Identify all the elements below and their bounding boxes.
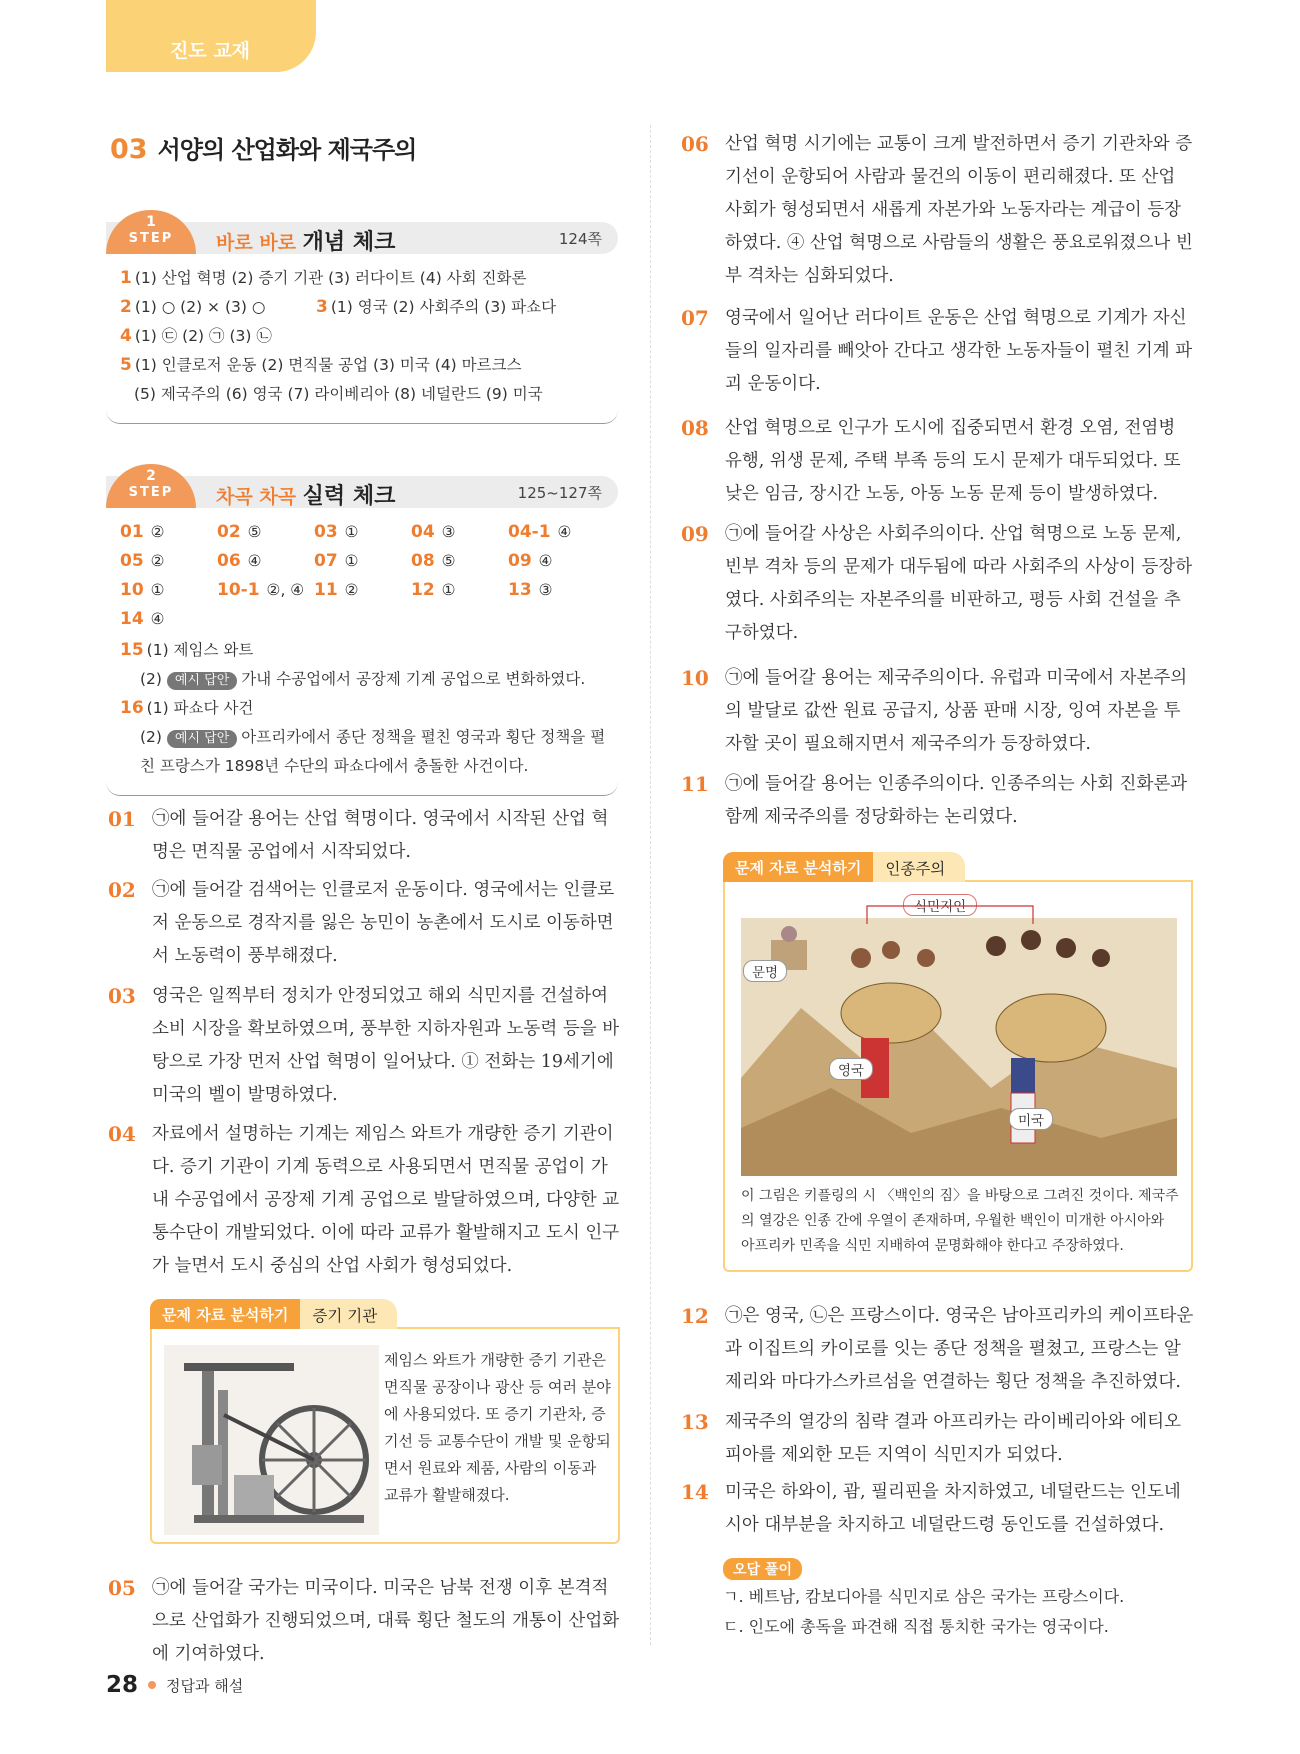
answer-05 xyxy=(108,1572,620,1671)
step2-answer-value: ② xyxy=(150,523,165,541)
step2-answer-value: ③ xyxy=(538,581,553,599)
step2-answer-cell xyxy=(508,547,605,576)
steam-engine-illustration xyxy=(164,1345,379,1535)
step2-answer-no: 14 xyxy=(120,609,144,629)
answer-number: 01 xyxy=(108,807,136,831)
step1-title xyxy=(216,225,395,256)
answer-text: ㉠에 들어갈 용어는 인종주의이다. 인종주의는 사회 진화론과 함께 제국주의를 정당화하는 논리였다. xyxy=(725,774,1188,827)
q15-part2: 가내 수공업에서 공장제 기계 공업으로 변화하였다. xyxy=(241,670,586,688)
step1-title-bold: 개념 체크 xyxy=(302,230,396,255)
step2-answer-cell xyxy=(411,547,508,576)
answer-number: 14 xyxy=(681,1480,709,1504)
step2-answer-cell xyxy=(217,547,314,576)
label-uk: 영국 xyxy=(829,1058,873,1080)
step2-answer-value: ① xyxy=(441,581,456,599)
q16-part2-prefix: (2) xyxy=(140,728,162,746)
step1-line xyxy=(120,380,612,409)
step2-answer-no: 02 xyxy=(217,522,241,542)
answer-text: 산업 혁명 시기에는 교통이 크게 발전하면서 증기 기관차와 증기선이 운항되어 사람과 물건의 이동이 편리해졌다. 또 산업 사회가 형성되면서 새롭게 자본가와 노동자라는 계급이 등장하였다. ④ 산업 혁명으로 사람들의 생활은 풍요로워졌으나 빈부 격차는 심화되었다. xyxy=(725,134,1193,286)
answer-12 xyxy=(681,1300,1195,1399)
step2-title xyxy=(216,479,395,510)
q16-no: 16 xyxy=(120,698,144,718)
step2-answer-value: ③ xyxy=(441,523,456,541)
q15-part2-prefix: (2) xyxy=(140,670,162,688)
step1-qtext: (1) ㉢ (2) ㉠ (3) ㉡ xyxy=(134,327,272,345)
q16-part2a: 아프리카에서 종단 정책을 펼친 영국과 횡단 정책을 펼 xyxy=(241,728,606,746)
analysis-steam-text: 제임스 와트가 개량한 증기 기관은 면직물 공장이나 광산 등 여러 분야에 사용되었다. 또 증기 기관차, 증기선 등 교통수단이 개발 및 운항되면서 원료와 제품, 사람의 이동과 교류가 활발해졌다. xyxy=(384,1351,611,1504)
example-answer-badge: 예시 답안 xyxy=(167,730,237,748)
answer-text: ㉠은 영국, ㉡은 프랑스이다. 영국은 남아프리카의 케이프타운과 이집트의 카이로를 잇는 종단 정책을 펼쳤고, 프랑스는 알제리와 마다가스카르섬을 연결하는 횡단 정책을 추진하였다. xyxy=(725,1306,1194,1392)
answer-14 xyxy=(681,1476,1195,1542)
step1-qtext: (1) 영국 (2) 사회주의 (3) 파쇼다 xyxy=(330,298,557,316)
step1-qno: 3 xyxy=(316,297,328,317)
step1-line xyxy=(120,351,612,380)
q15-no: 15 xyxy=(120,640,144,660)
answer-number: 02 xyxy=(108,878,136,902)
answer-number: 10 xyxy=(681,666,709,690)
step2-step-label: STEP xyxy=(128,485,174,500)
step2-answer-cell xyxy=(314,576,411,605)
analysis-racism-caption: 이 그림은 키플링의 시 〈백인의 짐〉을 바탕으로 그려진 것이다. 제국주의 열강은 인종 간에 우열이 존재하며, 우월한 백인이 미개한 아시아와 아프리카 민족을 식민 지배하여 문명화해야 한다고 주장하였다. xyxy=(741,1188,1179,1254)
step1-box xyxy=(106,214,618,424)
step2-answer-cell xyxy=(411,576,508,605)
white-mans-burden-cartoon xyxy=(741,918,1177,1176)
step2-answer-cell xyxy=(120,547,217,576)
step2-page: 125~127쪽 xyxy=(517,484,602,502)
analysis-tag: 문제 자료 분석하기 xyxy=(150,1299,300,1329)
step1-qtext: (1) 인클로저 운동 (2) 면직물 공업 (3) 미국 (4) 마르크스 xyxy=(134,356,522,374)
step2-answer-no: 03 xyxy=(314,522,338,542)
analysis-racism-head xyxy=(723,852,965,882)
answer-11 xyxy=(681,768,1195,834)
step1-qno: 4 xyxy=(120,326,132,346)
analysis-racism xyxy=(723,859,1193,1272)
step1-qtext: (5) 제국주의 (6) 영국 (7) 라이베리아 (8) 네덜란드 (9) 미국 xyxy=(134,385,543,403)
step1-body xyxy=(106,254,618,424)
step2-answer-value: ⑤ xyxy=(441,552,456,570)
answer-number: 05 xyxy=(108,1576,136,1600)
answer-03 xyxy=(108,980,620,1112)
step2-answer-value: ④ xyxy=(247,552,262,570)
step1-step-label: STEP xyxy=(128,231,174,246)
step1-number: 1 xyxy=(146,214,156,230)
step2-answer-no: 06 xyxy=(217,551,241,571)
answer-text: 산업 혁명으로 인구가 도시에 집중되면서 환경 오염, 전염병 유행, 위생 문제, 주택 부족 등의 도시 문제가 대두되었다. 또 낮은 임금, 장시간 노동, 아동 노동 문제 등이 발생하였다. xyxy=(725,418,1181,504)
answer-08 xyxy=(681,412,1195,511)
step1-title-prefix: 바로 바로 xyxy=(216,232,303,254)
step2-answer-cell xyxy=(314,547,411,576)
step2-answer-cell xyxy=(120,518,217,547)
step1-line xyxy=(120,293,612,322)
step2-answer-value: ① xyxy=(344,523,359,541)
label-colonial: 식민지인 xyxy=(903,894,977,916)
step2-body xyxy=(106,508,618,796)
q16-part2-cont xyxy=(120,752,612,781)
step1-page: 124쪽 xyxy=(558,230,602,248)
section-title xyxy=(110,130,416,165)
step1-qno: 2 xyxy=(120,297,132,317)
column-divider xyxy=(650,125,651,1645)
step2-answer-value: ② xyxy=(344,581,359,599)
step2-answer-value: ① xyxy=(150,581,165,599)
step2-answer-no: 12 xyxy=(411,580,435,600)
answer-06 xyxy=(681,128,1195,293)
step2-answer-cell xyxy=(508,518,605,547)
header-tab-label: 진도 교재 xyxy=(170,40,251,62)
step2-answer-value: ④ xyxy=(557,523,572,541)
footer-label: 정답과 해설 xyxy=(166,1676,244,1695)
label-us: 미국 xyxy=(1009,1108,1053,1130)
answer-number: 06 xyxy=(681,132,709,156)
page-number: 28 xyxy=(106,1672,139,1698)
q15-part2-line xyxy=(120,665,612,694)
step1-badge xyxy=(106,210,196,254)
step2-answer-value: ⑤ xyxy=(247,523,262,541)
answer-text: ㉠에 들어갈 사상은 사회주의이다. 산업 혁명으로 노동 문제, 빈부 격차 등의 문제가 대두됨에 따라 사회주의 사상이 등장하였다. 사회주의는 자본주의를 비판하고, 평등 사회 건설을 추구하였다. xyxy=(725,524,1193,643)
answer-number: 11 xyxy=(681,772,709,796)
answer-text: 자료에서 설명하는 기계는 제임스 와트가 개량한 증기 기관이다. 증기 기관이 기계 동력으로 사용되면서 면직물 공업이 가내 수공업에서 공장제 기계 공업으로 발달하였으며, 다양한 교통수단이 개발되었다. 이에 따라 교류가 활발해지고 도시 인구가 늘면서 도시 중심의 산업 사회가 형성되었다. xyxy=(152,1124,620,1276)
section-title-text: 서양의 산업화와 제국주의 xyxy=(157,136,417,164)
step1-line xyxy=(120,322,612,351)
page-footer xyxy=(106,1672,243,1698)
step2-answer-cell xyxy=(217,576,314,605)
step2-box xyxy=(106,468,618,796)
answer-number: 13 xyxy=(681,1410,709,1434)
step2-answer-no: 01 xyxy=(120,522,144,542)
step2-answer-no: 07 xyxy=(314,551,338,571)
step2-answer-no: 04 xyxy=(411,522,435,542)
step2-answer-value: ① xyxy=(344,552,359,570)
wrong-answer-badge: 오답 풀이 xyxy=(723,1558,802,1580)
answer-number: 12 xyxy=(681,1304,709,1328)
answer-text: 미국은 하와이, 괌, 필리핀을 차지하였고, 네덜란드는 인도네시아 대부분을 차지하고 네덜란드령 동인도를 건설하였다. xyxy=(725,1482,1181,1535)
answer-text: ㉠에 들어갈 용어는 산업 혁명이다. 영국에서 시작된 산업 혁명은 면직물 공업에서 시작되었다. xyxy=(152,809,609,862)
q16-part2b: 친 프랑스가 1898년 수단의 파쇼다에서 충돌한 사건이다. xyxy=(140,757,529,775)
step2-header xyxy=(106,468,618,509)
step1-qno: 5 xyxy=(120,355,132,375)
answer-10 xyxy=(681,662,1195,761)
step2-answer-grid xyxy=(120,518,612,634)
footer-dot xyxy=(148,1681,156,1689)
wrong-answer-box xyxy=(723,1558,1203,1642)
answer-text: ㉠에 들어갈 검색어는 인클로저 운동이다. 영국에서는 인클로저 운동으로 경작지를 잃은 농민이 농촌에서 도시로 이동하면서 노동력이 풍부해졌다. xyxy=(152,880,615,966)
example-answer-badge: 예시 답안 xyxy=(167,672,237,690)
step2-answer-no: 10 xyxy=(120,580,144,600)
answer-number: 03 xyxy=(108,984,136,1008)
answer-13 xyxy=(681,1406,1195,1472)
analysis-tag: 문제 자료 분석하기 xyxy=(723,852,873,882)
answer-01 xyxy=(108,803,620,869)
step1-line xyxy=(120,264,612,293)
label-civilization: 문명 xyxy=(743,960,787,982)
answer-number: 07 xyxy=(681,306,709,330)
step2-answer-value: ② xyxy=(150,552,165,570)
step2-answer-no: 05 xyxy=(120,551,144,571)
answer-07 xyxy=(681,302,1195,401)
step2-answer-no: 10-1 xyxy=(217,580,260,600)
step2-answer-cell xyxy=(120,576,217,605)
step2-number: 2 xyxy=(146,468,156,484)
wrong-answer-line1: ㄱ. 베트남, 캄보디아를 식민지로 삼은 국가는 프랑스이다. xyxy=(723,1587,1125,1606)
step2-answer-cell xyxy=(411,518,508,547)
q16-part2-line xyxy=(120,723,612,752)
answer-09 xyxy=(681,518,1195,650)
step1-qtext: (1) ○ (2) × (3) ○ xyxy=(134,298,266,316)
answer-02 xyxy=(108,874,620,973)
step2-badge xyxy=(106,464,196,508)
q15 xyxy=(120,636,612,665)
answer-04 xyxy=(108,1118,620,1283)
step2-answer-no: 11 xyxy=(314,580,338,600)
step2-answer-value: ④ xyxy=(538,552,553,570)
answer-text: 제국주의 열강의 침략 결과 아프리카는 라이베리아와 에티오피아를 제외한 모든 지역이 식민지가 되었다. xyxy=(725,1412,1181,1465)
step2-answer-no: 09 xyxy=(508,551,532,571)
answer-number: 08 xyxy=(681,416,709,440)
step2-answer-no: 08 xyxy=(411,551,435,571)
step2-answer-cell xyxy=(217,518,314,547)
answer-text: ㉠에 들어갈 용어는 제국주의이다. 유럽과 미국에서 자본주의의 발달로 값싼 원료 공급지, 상품 판매 시장, 잉여 자본을 투자할 곳이 필요해지면서 제국주의가 등장하였다. xyxy=(725,668,1188,754)
analysis-steam-head xyxy=(150,1299,397,1329)
q15-part1: (1) 제임스 와트 xyxy=(146,641,254,659)
step2-title-prefix: 차곡 차곡 xyxy=(216,486,303,508)
header-tab xyxy=(106,0,316,72)
section-number: 03 xyxy=(110,134,148,165)
answer-text: 영국에서 일어난 러다이트 운동은 산업 혁명으로 기계가 자신들의 일자리를 빼앗아 간다고 생각한 노동자들이 펼친 기계 파괴 운동이다. xyxy=(725,308,1193,394)
answer-text: 영국은 일찍부터 정치가 안정되었고 해외 식민지를 건설하여 소비 시장을 확보하였으며, 풍부한 지하자원과 노동력 등을 바탕으로 가장 먼저 산업 혁명이 일어났다. ① 전화는 19세기에 미국의 벨이 발명하였다. xyxy=(152,986,620,1105)
step2-answer-cell xyxy=(314,518,411,547)
step2-answer-no: 04-1 xyxy=(508,522,551,542)
q16 xyxy=(120,694,612,723)
colonial-bracket xyxy=(865,904,1035,926)
analysis-title: 증기 기관 xyxy=(300,1299,397,1329)
step1-qtext: (1) 산업 혁명 (2) 증기 기관 (3) 러다이트 (4) 사회 진화론 xyxy=(134,269,527,287)
analysis-title: 인종주의 xyxy=(873,852,965,882)
step2-title-bold: 실력 체크 xyxy=(302,484,396,509)
step2-answer-cell xyxy=(120,605,217,634)
step2-answer-cell xyxy=(508,576,605,605)
answer-text: ㉠에 들어갈 국가는 미국이다. 미국은 남북 전쟁 이후 본격적으로 산업화가 진행되었으며, 대륙 횡단 철도의 개통이 산업화에 기여하였다. xyxy=(152,1578,620,1664)
step1-qno: 1 xyxy=(120,268,132,288)
answer-number: 09 xyxy=(681,522,709,546)
answer-number: 04 xyxy=(108,1122,136,1146)
step2-answer-value: ④ xyxy=(150,610,165,628)
wrong-answer-line2: ㄷ. 인도에 총독을 파견해 직접 통치한 국가는 영국이다. xyxy=(723,1617,1109,1636)
step2-answer-value: ②, ④ xyxy=(266,581,305,599)
q16-part1: (1) 파쇼다 사건 xyxy=(146,699,254,717)
step2-answer-no: 13 xyxy=(508,580,532,600)
analysis-steam-engine xyxy=(150,1306,620,1544)
step1-header xyxy=(106,214,618,255)
